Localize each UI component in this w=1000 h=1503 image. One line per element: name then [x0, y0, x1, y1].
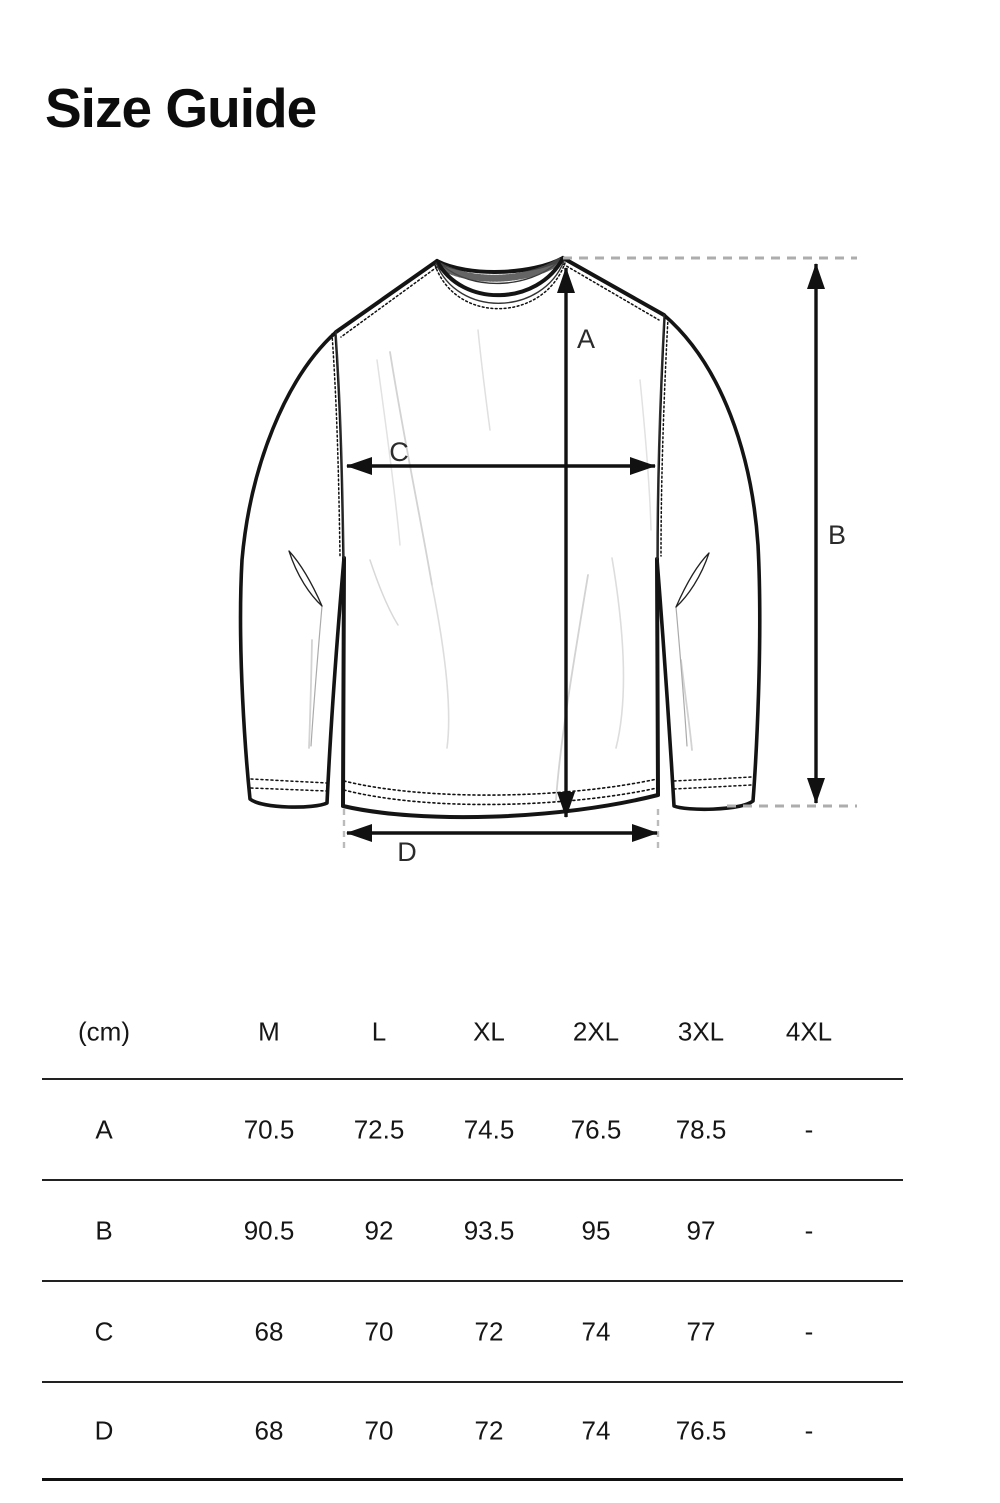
table-cell: 68 [254, 1316, 284, 1346]
shirt-body [336, 258, 664, 817]
table-cell: 72 [474, 1415, 504, 1445]
table-cell: 97 [686, 1215, 716, 1245]
table-cell: 76.5 [675, 1415, 727, 1445]
table-row-b [42, 1181, 903, 1282]
table-cell: 68 [254, 1415, 284, 1445]
measure-label-b: B [827, 520, 847, 550]
table-cell: 92 [364, 1215, 394, 1245]
table-cell: 78.5 [675, 1114, 727, 1144]
row-label: D [94, 1415, 114, 1445]
table-cell: 77 [686, 1316, 716, 1346]
table-cell: 90.5 [243, 1215, 295, 1245]
column-header-xl: XL [473, 1016, 505, 1047]
row-label: C [94, 1316, 114, 1346]
table-cell: 70 [364, 1316, 394, 1346]
table-cell: 70 [364, 1415, 394, 1445]
table-row-c [42, 1282, 903, 1383]
page-title: Size Guide [45, 77, 317, 139]
table-cell: 72.5 [353, 1114, 405, 1144]
table-row-a [42, 1080, 903, 1181]
table-cell: 93.5 [463, 1215, 515, 1245]
column-header-3xl: 3XL [677, 1016, 725, 1047]
column-header-4xl: 4XL [785, 1016, 833, 1047]
unit-header: (cm) [78, 1016, 130, 1047]
table-cell: - [804, 1114, 814, 1144]
table-header-row [42, 986, 903, 1080]
table-cell: - [804, 1316, 814, 1346]
column-header-l: L [371, 1016, 387, 1047]
table-row-d [42, 1383, 903, 1481]
left-sleeve [241, 332, 344, 807]
table-cell: 76.5 [570, 1114, 622, 1144]
shirt-illustration [241, 258, 760, 817]
table-cell: 72 [474, 1316, 504, 1346]
table-cell: 95 [581, 1215, 611, 1245]
column-header-2xl: 2XL [572, 1016, 620, 1047]
table-cell: 74 [581, 1415, 611, 1445]
measure-label-d: D [397, 837, 417, 867]
table-cell: - [804, 1215, 814, 1245]
row-label: B [95, 1215, 113, 1245]
measure-label-a: A [576, 324, 596, 354]
table-cell: 70.5 [243, 1114, 295, 1144]
measure-label-c: C [389, 437, 409, 467]
table-cell: 74 [581, 1316, 611, 1346]
column-header-m: M [258, 1016, 280, 1047]
right-sleeve [657, 315, 760, 809]
row-label: A [95, 1114, 113, 1144]
table-cell: 74.5 [463, 1114, 515, 1144]
table-cell: - [804, 1415, 814, 1445]
size-table [42, 986, 903, 1481]
